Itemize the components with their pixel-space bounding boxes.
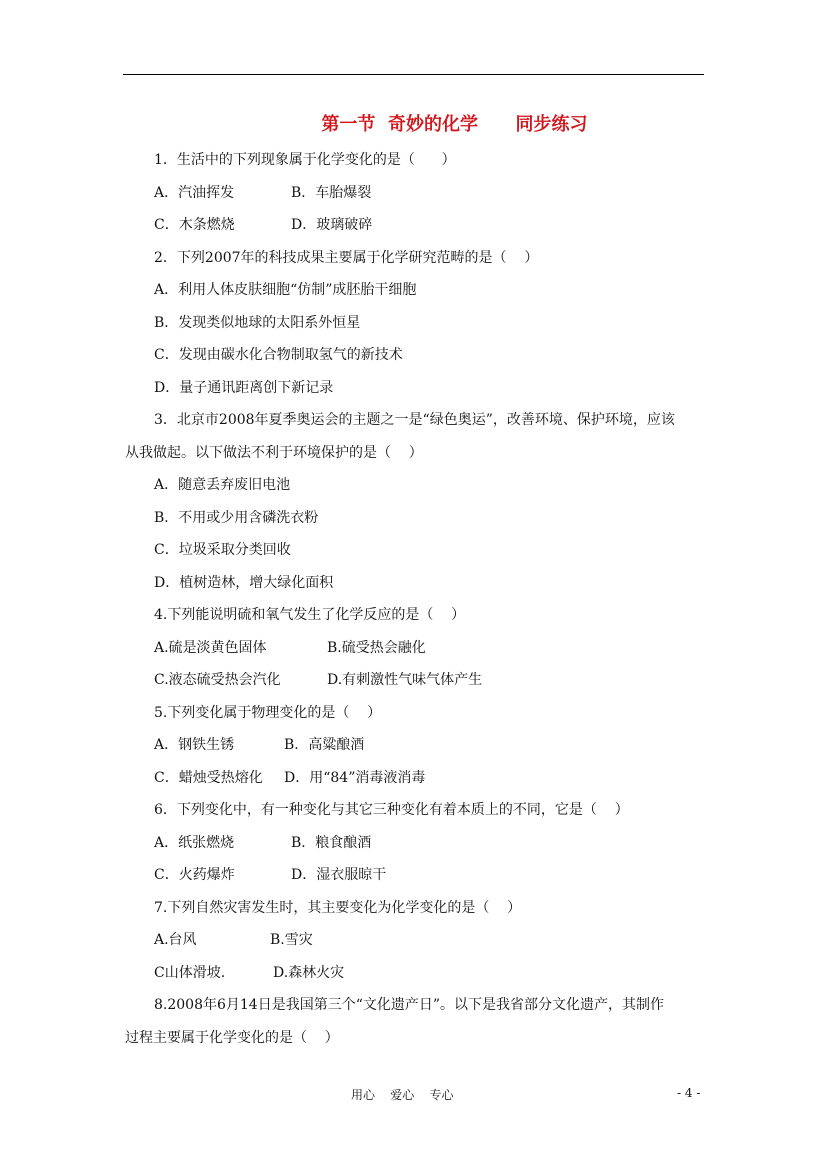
question-4-option-a: A.硫是淡黄色固体 (154, 640, 267, 656)
question-5-stem: 5.下列变化属于物理变化的是（ ） (154, 705, 382, 721)
page-title: 第一节 奇妙的化学 同步练习 (321, 114, 588, 135)
question-8-stem: 8.2008年6月14日是我国第三个“文化遗产日”。以下是我省部分文化遗产，其制作 (154, 997, 665, 1013)
question-2-option-b: B．发现类似地球的太阳系外恒星 (154, 315, 361, 331)
question-3-option-d: D．植树造林，增大绿化面积 (154, 575, 334, 591)
question-4-option-c: C.液态硫受热会汽化 (154, 672, 281, 688)
question-5-option-b: B．高粱酿酒 (284, 737, 365, 753)
header-rule (123, 74, 704, 75)
question-1-option-d: D．玻璃破碎 (291, 217, 373, 233)
question-3-option-a: A．随意丢弃废旧电池 (154, 477, 291, 493)
question-7-stem: 7.下列自然灾害发生时，其主要变化为化学变化的是（ ） (154, 900, 522, 916)
question-5-option-d: D．用“84”消毒液消毒 (284, 770, 426, 786)
question-3-option-b: B．不用或少用含磷洗衣粉 (154, 510, 319, 526)
question-4-option-b: B.硫受热会融化 (327, 640, 426, 656)
question-6-option-d: D．湿衣服晾干 (291, 867, 387, 883)
question-8-stem-continued: 过程主要属于化学变化的是（ ） (125, 1030, 339, 1046)
question-7-option-c: C山体滑坡. (154, 965, 226, 981)
question-1-option-c: C．木条燃烧 (154, 217, 235, 233)
question-2-option-d: D．量子通讯距离创下新记录 (154, 380, 334, 396)
question-7-option-a: A.台风 (154, 932, 197, 948)
question-7-option-d: D.森林火灾 (273, 965, 345, 981)
question-6-stem: 6．下列变化中，有一种变化与其它三种变化有着本质上的不同，它是（ ） (154, 802, 629, 818)
question-1-option-a: A．汽油挥发 (154, 185, 235, 201)
question-1-option-b: B．车胎爆裂 (291, 185, 372, 201)
question-1-stem: 1．生活中的下列现象属于化学变化的是（ ） (154, 152, 456, 168)
question-7-option-b: B.雪灾 (270, 932, 313, 948)
question-5-option-c: C．蜡烛受热熔化 (154, 770, 263, 786)
question-2-option-a: A．利用人体皮肤细胞“仿制”成胚胎干细胞 (154, 282, 417, 298)
question-3-stem-continued: 从我做起。以下做法不利于环境保护的是（ ） (125, 445, 423, 461)
question-4-option-d: D.有刺激性气味气体产生 (327, 672, 483, 688)
footer-motto: 用心 爱心 专心 (351, 1088, 454, 1102)
question-3-stem: 3．北京市2008年夏季奥运会的主题之一是“绿色奥运”，改善环境、保护环境，应该 (154, 412, 675, 428)
question-6-option-b: B．粮食酿酒 (291, 835, 372, 851)
question-3-option-c: C．垃圾采取分类回收 (154, 542, 291, 558)
question-2-option-c: C．发现由碳水化合物制取氢气的新技术 (154, 347, 403, 363)
question-2-stem: 2．下列2007年的科技成果主要属于化学研究范畴的是（ ） (154, 250, 539, 266)
question-6-option-a: A．纸张燃烧 (154, 835, 235, 851)
page-number: - 4 - (677, 1086, 701, 1100)
question-5-option-a: A．钢铁生锈 (154, 737, 235, 753)
question-6-option-c: C．火药爆炸 (154, 867, 235, 883)
question-4-stem: 4.下列能说明硫和氧气发生了化学反应的是（ ） (154, 607, 466, 623)
